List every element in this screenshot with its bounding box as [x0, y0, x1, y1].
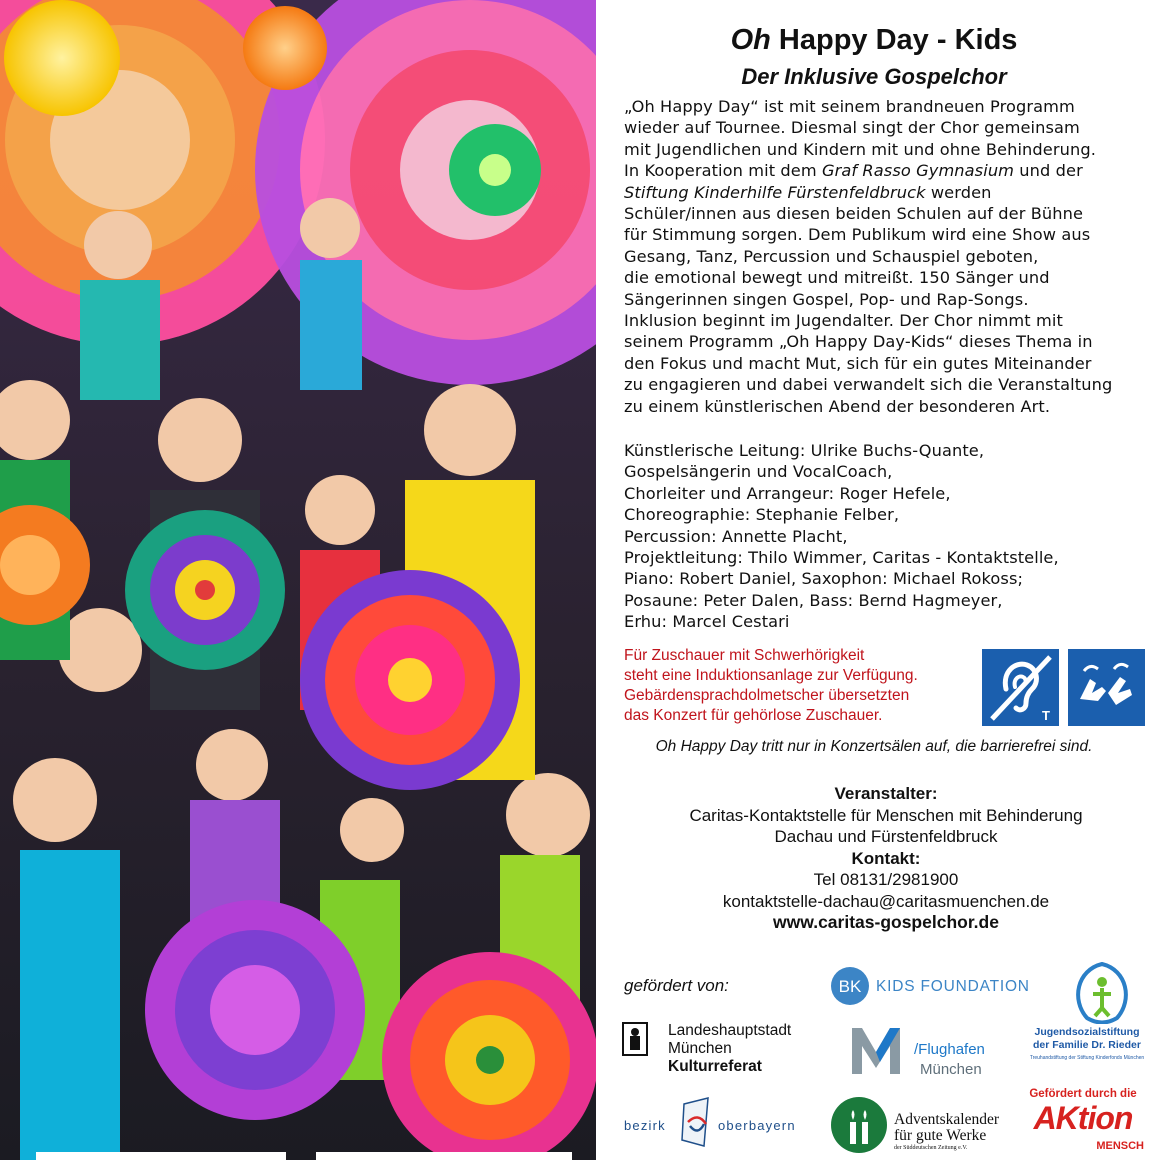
advent-text — [894, 1112, 999, 1153]
credit-line: Chorleiter und Arrangeur: Roger Hefele, — [624, 483, 951, 503]
intro-line: die emotional bewegt und mitreißt. 150 Sänger und — [624, 268, 1050, 288]
intro-line: mit Jugendlichen und Kindern mit und ohne Behinderung. — [624, 139, 1096, 159]
credit-line: Künstlerische Leitung: Ulrike Buchs-Quante, — [624, 441, 985, 460]
aktion-word: AKtion — [1033, 1100, 1133, 1136]
page-title — [596, 24, 1152, 57]
ear-icon-letter: T — [1042, 708, 1050, 723]
paper-fan-red — [300, 570, 520, 790]
airport-text — [914, 1040, 985, 1080]
website-link[interactable]: www.caritas-gospelchor.de — [773, 912, 999, 932]
credit-line: Choreographie: Stephanie Felber, — [624, 505, 900, 525]
organizer-region: Dachau und Fürstenfeldbruck — [774, 827, 998, 846]
accessibility-line: das Konzert für gehörlose Zuschauer. — [624, 707, 883, 724]
intro-line: seinem Programm „Oh Happy Day-Kids“ dieses Thema in — [624, 332, 1093, 352]
muc-text — [668, 1022, 791, 1076]
jss-subline: Treuhandstiftung der Stiftung Kinderfonds München — [1029, 1055, 1145, 1061]
airport-line: München — [920, 1061, 982, 1078]
paper-fan-yellow — [4, 0, 120, 116]
bk-name: KIDS FOUNDATION — [876, 978, 1030, 995]
organizer-label: Veranstalter: — [834, 784, 938, 803]
muc-line: Landeshauptstadt — [668, 1022, 792, 1039]
paper-fan-purple-bottom — [145, 900, 365, 1120]
contact-email[interactable]: kontaktstelle-dachau@caritasmuenchen.de — [722, 891, 1050, 911]
advent-candle-icon — [830, 1096, 888, 1154]
bk-monogram: BK — [838, 977, 862, 996]
credit-line: Projektleitung: Thilo Wimmer, Caritas - Kontaktstelle, — [624, 548, 1059, 568]
adventskalender-logo — [830, 1096, 1000, 1159]
credit-line: Posaune: Peter Dalen, Bass: Bernd Hagmeyer, — [624, 590, 1003, 610]
intro-fragment: In Kooperation mit dem — [624, 161, 822, 181]
muc-line: München — [668, 1040, 732, 1057]
flughafen-muenchen-logo — [848, 1022, 985, 1083]
barrier-free-note: Oh Happy Day tritt nur in Konzertsälen auf, die barrierefrei sind. — [655, 738, 1093, 755]
intro-fragment: und der — [1014, 161, 1083, 181]
sponsors-section — [596, 960, 1152, 1160]
credit-line: Percussion: Annette Placht, — [624, 526, 848, 546]
aktion-pre: Gefördert durch die — [1029, 1088, 1137, 1100]
intro-line: Schüler/innen aus diesen beiden Schulen auf der Bühne — [624, 204, 1084, 224]
advent-line: Adventskalender — [894, 1111, 1000, 1128]
page-subtitle: Der Inklusive Gospelchor — [741, 64, 1007, 89]
credits-list — [624, 440, 1144, 633]
bk-logo-icon — [830, 966, 870, 1006]
oberbayern-word: oberbayern — [718, 1118, 796, 1133]
contact-label: Kontakt: — [851, 848, 921, 868]
organizer-name: Caritas-Kontaktstelle für Menschen mit Behinderung — [689, 805, 1083, 825]
muc-line: Kulturreferat — [668, 1058, 762, 1075]
accessibility-line: Für Zuschauer mit Schwerhörigkeit — [624, 647, 865, 664]
jss-name — [1022, 1026, 1152, 1051]
paper-fan-orange — [243, 6, 327, 90]
intro-line — [624, 160, 1144, 181]
contact-phone[interactable]: Tel 08131/2981900 — [813, 870, 959, 889]
sign-language-icon — [1068, 649, 1145, 726]
title-italic: Oh — [730, 24, 771, 56]
paper-fan-bottom-right — [382, 952, 596, 1160]
advent-subline: der Süddeutschen Zeitung e.V. — [894, 1145, 968, 1151]
intro-line: Inklusion beginnt im Jugendalter. Der Chor nimmt mit — [624, 311, 1063, 331]
accessibility-line: steht eine Induktionsanlage zur Verfügung. — [624, 667, 918, 684]
paper-fan-orange-left — [0, 505, 90, 625]
credit-line: Erhu: Marcel Cestari — [624, 612, 790, 632]
intro-line: „Oh Happy Day“ ist mit seinem brandneuen Programm — [624, 97, 1075, 116]
foundation-name: Stiftung Kinderhilfe Fürstenfeldbruck — [624, 182, 926, 202]
intro-line: wieder auf Tournee. Diesmal singt der Chor gemeinsam — [624, 118, 1080, 138]
jss-name-line: Jugendsozialstiftung — [1034, 1026, 1140, 1038]
advent-line: für gute Werke — [894, 1127, 987, 1144]
intro-line: für Stimmung sorgen. Dem Publikum wird eine Show aus — [624, 225, 1091, 245]
airport-line: /Flughafen — [914, 1041, 985, 1058]
contact-block — [596, 783, 1152, 934]
intro-line — [624, 182, 1144, 203]
intro-paragraph — [624, 96, 1144, 417]
sponsors-label: gefördert von: — [624, 976, 729, 995]
credit-line: Piano: Robert Daniel, Saxophon: Michael Rokoss; — [624, 569, 1024, 589]
info-panel — [596, 0, 1152, 1160]
bezirk-emblem-icon — [678, 1096, 714, 1150]
mensch-word: MENSCH — [1096, 1140, 1144, 1152]
munich-crest-icon — [622, 1022, 648, 1056]
intro-line: zu einem künstlerischen Abend der besonderen Art. — [624, 396, 1051, 416]
jss-name-line: der Familie Dr. Rieder — [1033, 1038, 1141, 1051]
jugendsozialstiftung-logo — [1022, 960, 1152, 1061]
paper-fan-teal — [125, 510, 285, 670]
school-name: Graf Rasso Gymnasium — [821, 161, 1015, 181]
bezirk-word: bezirk — [624, 1118, 666, 1133]
accessibility-notice — [624, 646, 984, 726]
intro-fragment: werden — [925, 182, 992, 202]
accessibility-line: Gebärdensprachdolmetscher übersetzten — [624, 687, 910, 704]
intro-line: zu engagieren und dabei verwandelt sich die Veranstaltung — [624, 375, 1113, 395]
muenchen-kulturreferat-logo — [622, 1022, 792, 1075]
intro-line: Gesang, Tanz, Percussion und Schauspiel geboten, — [624, 246, 1039, 266]
airport-m-icon — [848, 1022, 904, 1078]
intro-line: Sängerinnen singen Gospel, Pop- und Rap-Songs. — [624, 289, 1029, 309]
leaf-icon — [1067, 960, 1137, 1024]
hearing-loop-icon — [982, 649, 1059, 726]
title-rest: Happy Day - Kids — [770, 24, 1018, 56]
bk-kids-foundation-logo — [830, 966, 1030, 1011]
credit-line: Gospelsängerin und VocalCoach, — [624, 462, 893, 482]
intro-line: den Fokus und macht Mut, sich für ein gutes Miteinander — [624, 353, 1092, 373]
